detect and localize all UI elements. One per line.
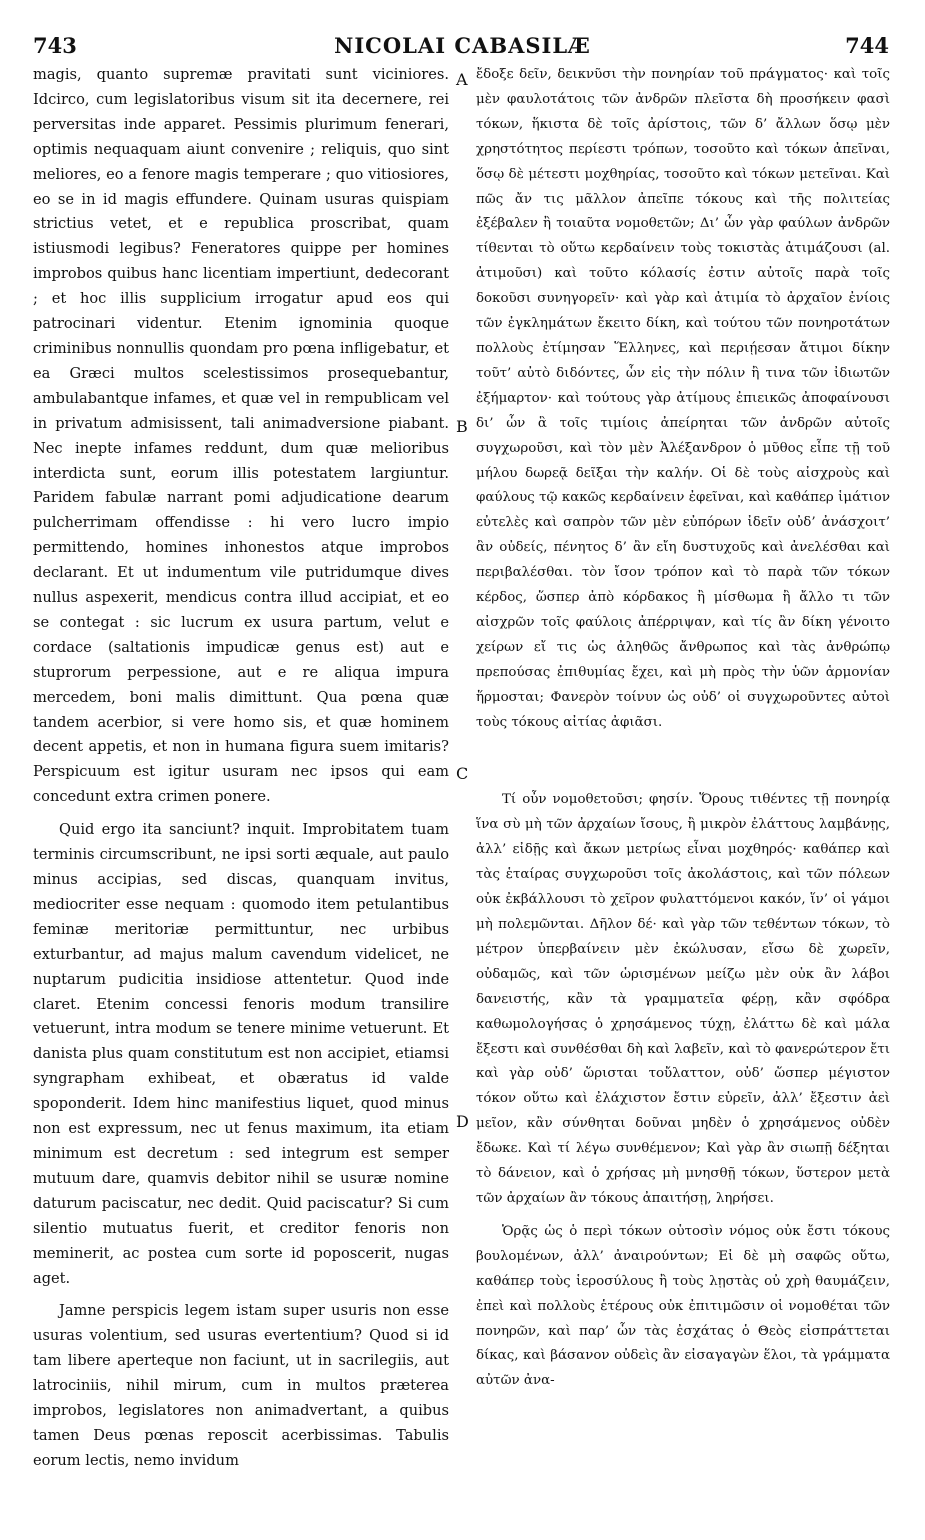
latin-paragraph-3: Jamne perspicis legem istam super usuris non esse usuras volentium, sed usuras evertentium? Quod si id tam libere aperteque non faciunt, ut in sacrilegiis, aut latrociniis, nihil mirum, cum in multos præterea improbos, legislatores non animadvertant, a quibus tamen Deus pœnas reposcit acerbissimas. Tabulis eorum lectis, nemo invidum [33, 1302, 449, 1469]
running-title: NICOLAI CABASILÆ [334, 33, 591, 58]
greek-paragraph-2: Τί οὖν νομοθετοῦσι; φησίν. Ὅρους τιθέντες τῇ πονηρίᾳ ἵνα σὺ μὴ τῶν ἀρχαίων ἴσους, ἢ μικρὸν ἐλάττους λαμβάνῃς, ἀλλ’ εἰδῇς καὶ ἄκων μετρίως εἶναι μοχθηρός· καθάπερ καὶ τὰς ἑταίρας συγχωροῦσι τοῖς ἀκολάστοις, καὶ τῶν πόλεων οὐκ ἐκβάλλουσι τὸ χεῖρον φυλαττόμενοι κακόν, ἵν’ οἱ γάμοι μὴ πολεμῶνται. Δῆλον δέ· καὶ γὰρ τῶν τεθέντων τόκων, τὸ μέτρον ὑπερβαίνειν μὲν ἐκώλυσαν, εἴσω δὲ χωρεῖν, οὐδαμῶς, καὶ τῶν ὡρισμένων μείζω μὲν οὐκ ἂν λάβοι δανειστής, κἂν τὰ γραμματεῖα φέρῃ, κἂν σφόδρα καθωμολογήσας ὁ χρησάμενος τύχῃ, ἐλάττω δὲ καὶ μάλα ἔξεστι καὶ συνθέσθαι δὴ καὶ λαβεῖν, καὶ τὸ φανερώτερον ἔτι καὶ γὰρ οὐδ’ ὥρισται τοὔλαττον, οὐδ’ ὥσπερ μέγιστον τόκον οὕτω καὶ ἐλάχιστον ἔστιν εὑρεῖν, ἀλλ’ ἔξεστιν ἀεὶ μεῖον, κἂν σύνθηται δοῦναι μηδὲν ὁ χρησάμενος οὐδὲν ἔδωκε. Καὶ τί λέγω συνθέμενον; Καὶ γὰρ ἂν σιωπῇ δέξηται τὸ δάνειον, καὶ ὁ χρήσας μὴ μνησθῇ τόκων, ὕστερον μετὰ τῶν ἀρχαίων ἂν τόκους ἀπαιτήσῃ, ληρήσει. [476, 792, 890, 1206]
margin-letter-a: A [456, 70, 468, 89]
greek-paragraph-3: Ὁρᾷς ὡς ὁ περὶ τόκων οὑτοσὶν νόμος οὐκ ἔστι τόκους βουλομένων, ἀλλ’ ἀναιρούντων; Εἰ δὲ μὴ σαφῶς οὕτω, καθάπερ τοὺς ἱεροσύλους ἢ τοὺς λῃστὰς οὐ χρὴ θαυμάζειν, ἐπεὶ καὶ πολλοὺς ἑτέρους οὐκ ἐπιτιμῶσιν οἱ νομοθέται τῶν πονηρῶν, καὶ παρ’ ὧν τὰς ἐσχάτας ὁ Θεὸς εἰσπράττεται δίκας, καὶ βάσανον οὐδεὶς ἂν εἰσαγαγὼν ἕλοι, τὰ γράμματα αὐτῶν ἀνα- [476, 1223, 890, 1389]
page-number-left: 743 [33, 33, 77, 58]
latin-paragraph-1: magis, quanto supremæ pravitati sunt viciniores. Idcirco, cum legislatoribus visum sit ita decernere, rei perversitas inde apparet. Pessimis plurimum fenerari, optimis nequaquam aiunt convenire ; reliquis, quo sint meliores, eo a fenore magis temperare ; quo vitiosiores, eo se in id magis effundere. Quinam usuras quispiam strictius vetet, et e republica proscribat, quam istiusmodi legibus? Feneratores quippe per homines improbos quibus hanc licentiam impertiunt, dedecorant ; et hoc illis supplicium irrogatur apud eos qui patrocinari videntur. Etenim ignominia quoque criminibus nonnullis quondam pro pœna infligebatur, et ea Græci multos scelestissimos prosequebantur, ambulabantque infames, et quæ vel in rempublicam vel in privatum admisissent, tali animadversione piabant. Nec inepte infames reddunt, dum quæ melioribus interdicta sunt, eorum illis potestatem largiuntur. Paridem fabulæ narrant pomi adjudicatione dearum pulcherrimam offendisse : hi vero lucro impio permittendo, homines inhonestos atque improbos declarant. Et ut indumentum vile putridumque dives nullus aspexerit, mendicus contra illud accipiat, et eo se contegat : sic lucrum ex usura partum, velut e cordace (saltationis impudicæ genus est) aut e stuprorum perpessione, aut e re aliqua impura mercedem, boni malis dimittunt. Qua pœna quæ tandem acerbior, si vere homo sis, et quæ hominem decent appetis, et non in humana figura suem imitaris? Perspicuum est igitur usuram nec ipsos qui eam concedunt extra crimen ponere. [33, 66, 449, 806]
latin-paragraph-2: Quid ergo ita sanciunt? inquit. Improbitatem tuam terminis circumscribunt, ne ipsi sorti æquale, aut paulo minus accipias, sed discas, quanquam invitus, mediocriter esse nequam : quomodo item petulantibus feminæ meritoriæ permittuntur, nec urbibus exturbantur, ad majus malum cavendum videlicet, ne nuptarum pudicitia insidiose attentetur. Quod inde claret. Etenim concessi fenoris modum transilire vetuerunt, intra modum se tenere minime vetuerunt. Et danista plus quam constitutum est non accipiet, etiamsi syngrapham exhibeat, et obæratus id valde spoponderit. Idem hinc manifestius liquet, quod minus non est expressum, nec ut fenus maximum, ita etiam minimum est decretum : sed integrum est semper mutuum dare, quamvis debitor nihil se usuræ nomine daturum paciscatur, nec dedit. Quid paciscatur? Si cum silentio mutuatus fuerit, et creditor fenoris non meminerit, ac postea cum sorte id poposcerit, nugas aget. [33, 821, 449, 1287]
greek-column [476, 63, 890, 1394]
margin-letter-c: C [456, 764, 469, 783]
margin-letter-d: D [456, 1112, 469, 1131]
page-number-right: 744 [845, 33, 889, 58]
latin-column [33, 63, 449, 1474]
margin-letter-b: B [456, 417, 468, 436]
greek-paragraph-1: ἔδοξε δεῖν, δεικνῦσι τὴν πονηρίαν τοῦ πράγματος· καὶ τοῖς μὲν φαυλοτάτοις τῶν ἀνδρῶν πλεῖστα δὴ προσήκειν φασὶ τόκων, ἥκιστα δὲ τοῖς ἀρίστοις, τῶν δ’ ἄλλων ὅσῳ μὲν χρηστότητος περίεστι τρόπων, τοσοῦτο καὶ τόκων ἀπεῖναι, ὅσῳ δὲ μέτεστι μοχθηρίας, τοσοῦτο καὶ τόκων μετεῖναι. Καὶ πῶς ἄν τις μᾶλλον ἀπεῖπε τόκους καὶ τῆς πολιτείας ἐξέβαλεν ἢ τοιαῦτα νομοθετῶν; Δι’ ὧν γὰρ φαύλων ἀνδρῶν τίθενται τὸ οὕτω κερδαίνειν τοὺς τοκιστὰς ἀτιμάζουσι (al. ἀτιμοῦσι) καὶ τοῦτο κόλασίς ἐστιν αὐτοῖς παρὰ τοῖς δοκοῦσι συνηγορεῖν· καὶ γὰρ καὶ ἀτιμία τὸ ἀρχαῖον ἐνίοις τῶν ἐγκλημάτων ἔκειτο δίκη, καὶ τούτου τῶν πονηροτάτων πολλοὺς ἐτίμησαν Ἕλληνες, καὶ περιῄεσαν ἄτιμοι δίκην τοῦτ’ αὐτὸ διδόντες, ὧν εἰς τὴν πόλιν ἢ τινα τῶν ἰδιωτῶν ἐξήμαρτον· καὶ τούτους γὰρ ἀτίμους ἐπιεικῶς ἀποφαίνουσι δι’ ὧν ἃ τοῖς τιμίοις ἀπείρηται τῶν ἀνδρῶν αὐτοῖς συγχωροῦσι, καὶ τὸν μὲν Ἀλέξανδρον ὁ μῦθος εἶπε τῇ τοῦ μήλου δωρεᾷ δεῖξαι τὴν καλήν. Οἱ δὲ τοὺς αἰσχροὺς καὶ φαύλους τῷ κακῶς κερδαίνειν ἐφεῖναι, καὶ καθάπερ ἱμάτιον εὐτελὲς καὶ σαπρὸν τῶν μὲν εὐπόρων ἰδεῖν οὐδ’ ἀνάσχοιτ’ ἂν οὐδείς, πένητος δ’ ἂν εἴη δυστυχοῦς καὶ ἀνελέσθαι καὶ περιβαλέσθαι. τὸν ἴσον τρόπον καὶ τὸ παρὰ τῶν τόκων κέρδος, ὥσπερ ἀπὸ κόρδακος ἢ μίσθωμα ἢ ἄλλο τι τῶν αἰσχρῶν τοῖς φαύλοις ἀπέρριψαν, καὶ τίς ἂν δίκη γένοιτο χείρων εἴ τις ὡς ἀληθῶς ἄνθρωπος καὶ τὰς ἀνθρώπῳ πρεπούσας ἐπιθυμίας ἔχει, καὶ μὴ πρὸς τὴν ὑῶν ἁρμονίαν ἥρμοσται; Φανερὸν τοίνυν ὡς οὐδ’ οἱ συγχωροῦντες αὐτοὶ τοὺς τόκους αἰτίας ἀφιᾶσι. [476, 67, 890, 730]
